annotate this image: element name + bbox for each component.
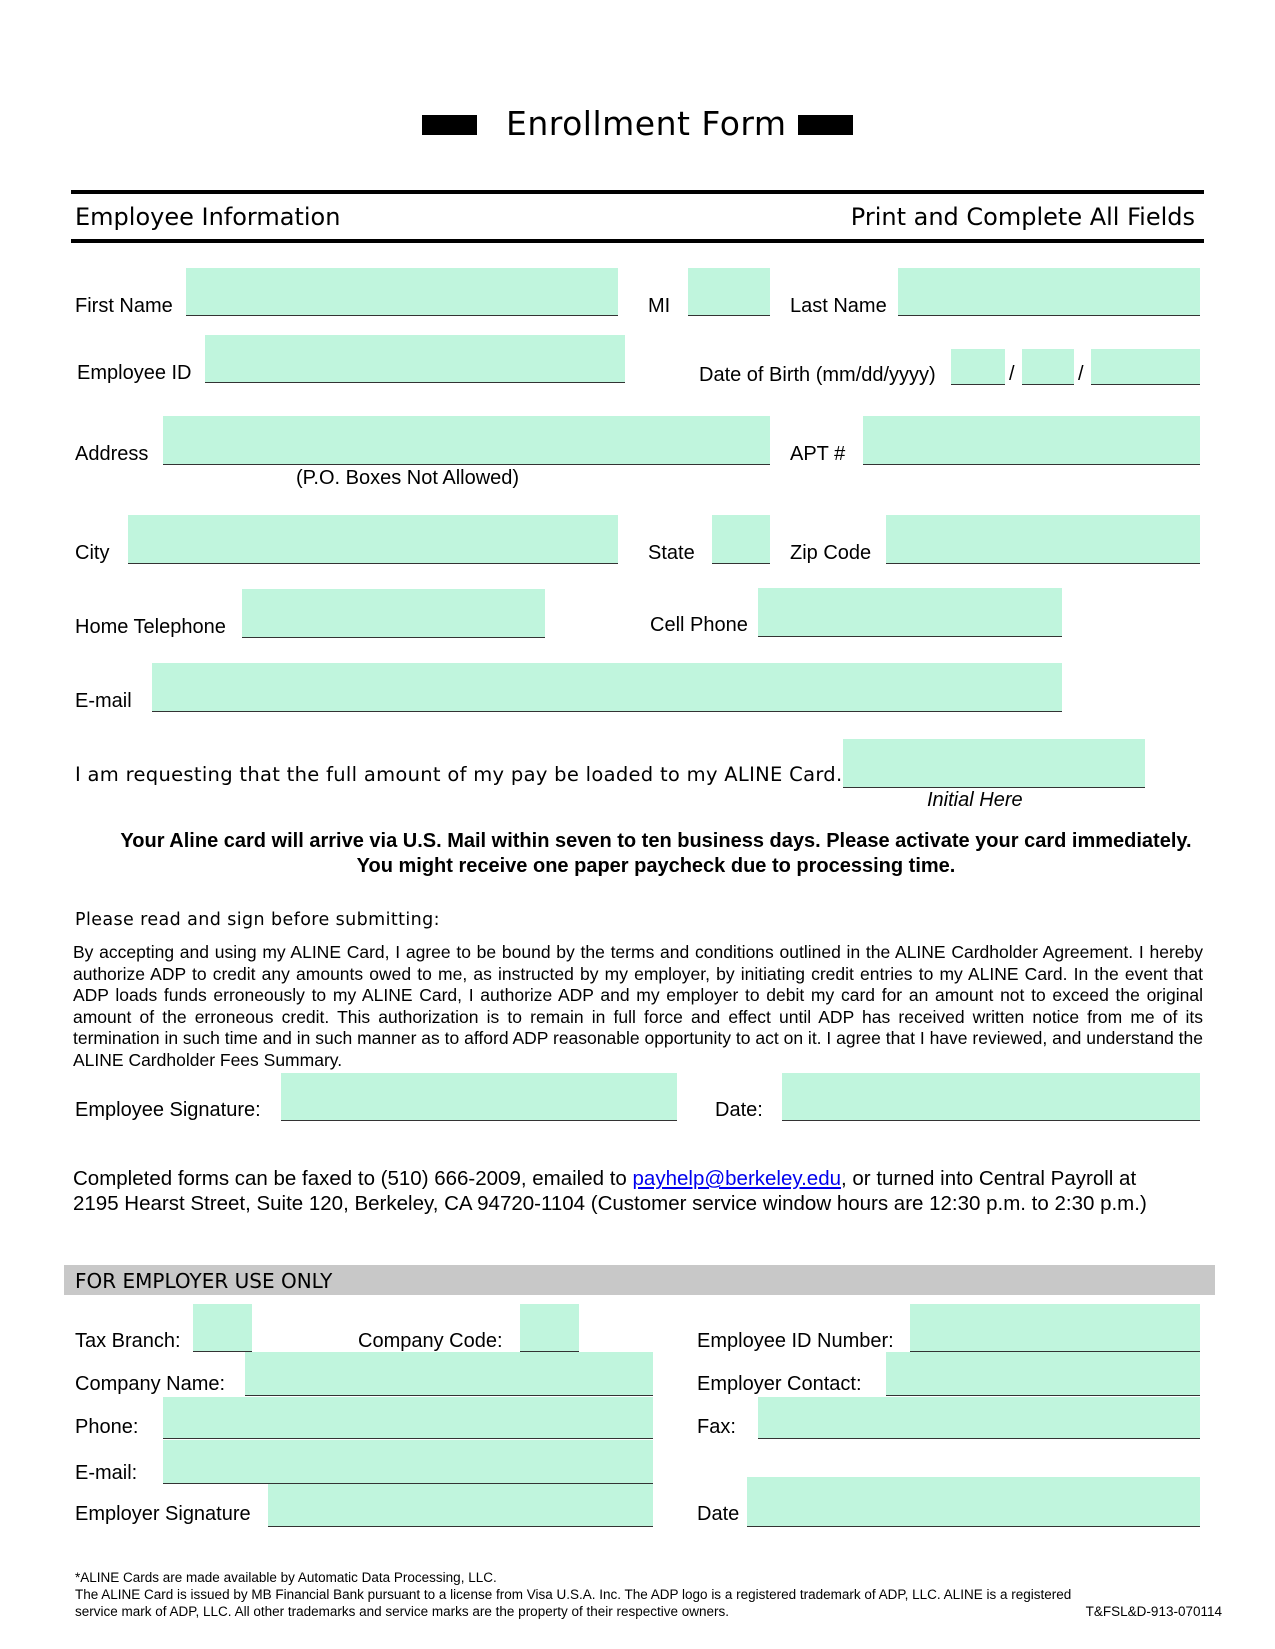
city-field[interactable]: [128, 515, 618, 564]
title-bar-right: [798, 115, 853, 135]
initial-field[interactable]: [843, 739, 1145, 788]
dob-year-field[interactable]: [1091, 349, 1200, 385]
employee-id-field[interactable]: [205, 335, 625, 383]
employer-phone-label: Phone:: [75, 1416, 139, 1438]
tax-branch-label: Tax Branch:: [75, 1330, 181, 1352]
email-label: E-mail: [75, 690, 132, 712]
po-box-note: (P.O. Boxes Not Allowed): [296, 467, 520, 489]
footer-line2: The ALINE Card is issued by MB Financial Bank pursuant to a license from Visa U.S.A. Inc. The ADP logo is a registered trademark of ADP, LLC. ALINE is a registered: [75, 1587, 1072, 1602]
address-field[interactable]: [163, 416, 770, 465]
submission-text-1: Completed forms can be faxed to (510) 666-2009, emailed to: [73, 1167, 633, 1190]
employee-signature-label: Employee Signature:: [75, 1099, 261, 1121]
employee-signature-field[interactable]: [281, 1073, 677, 1121]
title-bar-left: [422, 115, 477, 135]
tax-branch-field[interactable]: [193, 1304, 252, 1352]
last-name-field[interactable]: [898, 268, 1200, 316]
home-phone-label: Home Telephone: [75, 616, 226, 638]
request-statement: I am requesting that the full amount of my pay be loaded to my ALINE Card.: [75, 763, 843, 786]
city-label: City: [75, 542, 110, 564]
employee-id-number-field[interactable]: [910, 1304, 1200, 1352]
employer-email-field[interactable]: [163, 1440, 653, 1484]
employer-fax-field[interactable]: [758, 1397, 1200, 1439]
page-title: Enrollment Form: [506, 104, 787, 143]
agreement-heading: Please read and sign before submitting:: [75, 910, 440, 930]
state-field[interactable]: [712, 515, 770, 564]
dob-separator-2: /: [1078, 363, 1084, 385]
mail-notice-line1: Your Aline card will arrive via U.S. Mail within seven to ten business days. Please activate your card immediately.: [120, 830, 1192, 852]
state-label: State: [648, 542, 695, 564]
submission-text-2: , or turned into Central Payroll at: [841, 1167, 1137, 1190]
mi-label: MI: [648, 295, 671, 317]
employer-section-heading: FOR EMPLOYER USE ONLY: [75, 1269, 333, 1293]
dob-label: Date of Birth (mm/dd/yyyy): [699, 364, 936, 386]
agreement-body: By accepting and using my ALINE Card, I agree to be bound by the terms and conditions outlined in the ALINE Cardholder Agreement. I hereby authorize ADP to credit any amounts owed to me, as instructed by my employer, by initiating credit entries to my ALINE Card. In the event that ADP loads funds erroneously to my ALINE Card, I authorize ADP and my employer to debit my card for an amount not to exceed the original amount of the erroneous credit. This authorization is to remain in full force and effect until ADP has received written notice from me of its termination in such time and in such manner as to afford ADP reasonable opportunity to act on it. I agree that I have reviewed, and understand the ALINE Cardholder Fees Summary.: [73, 942, 1203, 1070]
cell-phone-label: Cell Phone: [650, 614, 748, 636]
address-label: Address: [75, 443, 149, 465]
home-phone-field[interactable]: [242, 589, 545, 638]
signature-date-field[interactable]: [782, 1073, 1200, 1121]
section-rule-bottom: [71, 239, 1204, 243]
zip-field[interactable]: [886, 515, 1200, 564]
cell-phone-field[interactable]: [758, 588, 1062, 637]
email-field[interactable]: [152, 663, 1062, 712]
employer-phone-field[interactable]: [163, 1397, 653, 1439]
employee-id-number-label: Employee ID Number:: [697, 1330, 894, 1352]
dob-day-field[interactable]: [1022, 349, 1074, 385]
mail-notice-line2: You might receive one paper paycheck due to processing time.: [356, 855, 956, 877]
footer-line3: service mark of ADP, LLC. All other trademarks and service marks are the property of their respective owners.: [75, 1604, 730, 1619]
mi-field[interactable]: [688, 268, 770, 316]
section-rule-top: [71, 190, 1204, 194]
section-instruction: Print and Complete All Fields: [850, 203, 1195, 231]
apt-field[interactable]: [863, 416, 1200, 465]
dob-separator-1: /: [1009, 363, 1015, 385]
section-heading: Employee Information: [75, 203, 341, 231]
employer-signature-label: Employer Signature: [75, 1503, 251, 1525]
footer-line1: *ALINE Cards are made available by Automatic Data Processing, LLC.: [75, 1570, 497, 1585]
submission-line2: 2195 Hearst Street, Suite 120, Berkeley, CA 94720-1104 (Customer service window hours are 12:30 p.m. to 2:30 p.m.): [73, 1192, 1147, 1215]
company-code-label: Company Code:: [358, 1330, 503, 1352]
payhelp-email-link[interactable]: payhelp@berkeley.edu: [632, 1167, 842, 1190]
employer-fax-label: Fax:: [697, 1416, 736, 1438]
employee-id-label: Employee ID: [77, 362, 192, 384]
submission-line1: [73, 1168, 1136, 1190]
initial-here-label: Initial Here: [927, 789, 1023, 811]
form-code: T&FSL&D-913-070114: [1085, 1604, 1222, 1619]
apt-label: APT #: [790, 443, 846, 465]
signature-date-label: Date:: [715, 1099, 763, 1121]
company-name-field[interactable]: [245, 1352, 653, 1396]
employer-date-label: Date: [697, 1503, 740, 1525]
employer-contact-label: Employer Contact:: [697, 1373, 862, 1395]
employer-email-label: E-mail:: [75, 1462, 138, 1484]
first-name-field[interactable]: [186, 268, 618, 316]
company-code-field[interactable]: [520, 1304, 579, 1352]
dob-month-field[interactable]: [951, 349, 1005, 385]
company-name-label: Company Name:: [75, 1373, 226, 1395]
last-name-label: Last Name: [790, 295, 887, 317]
employer-contact-field[interactable]: [886, 1352, 1200, 1396]
zip-label: Zip Code: [790, 542, 872, 564]
first-name-label: First Name: [75, 295, 173, 317]
employer-signature-field[interactable]: [268, 1484, 653, 1527]
employer-date-field[interactable]: [747, 1477, 1200, 1527]
